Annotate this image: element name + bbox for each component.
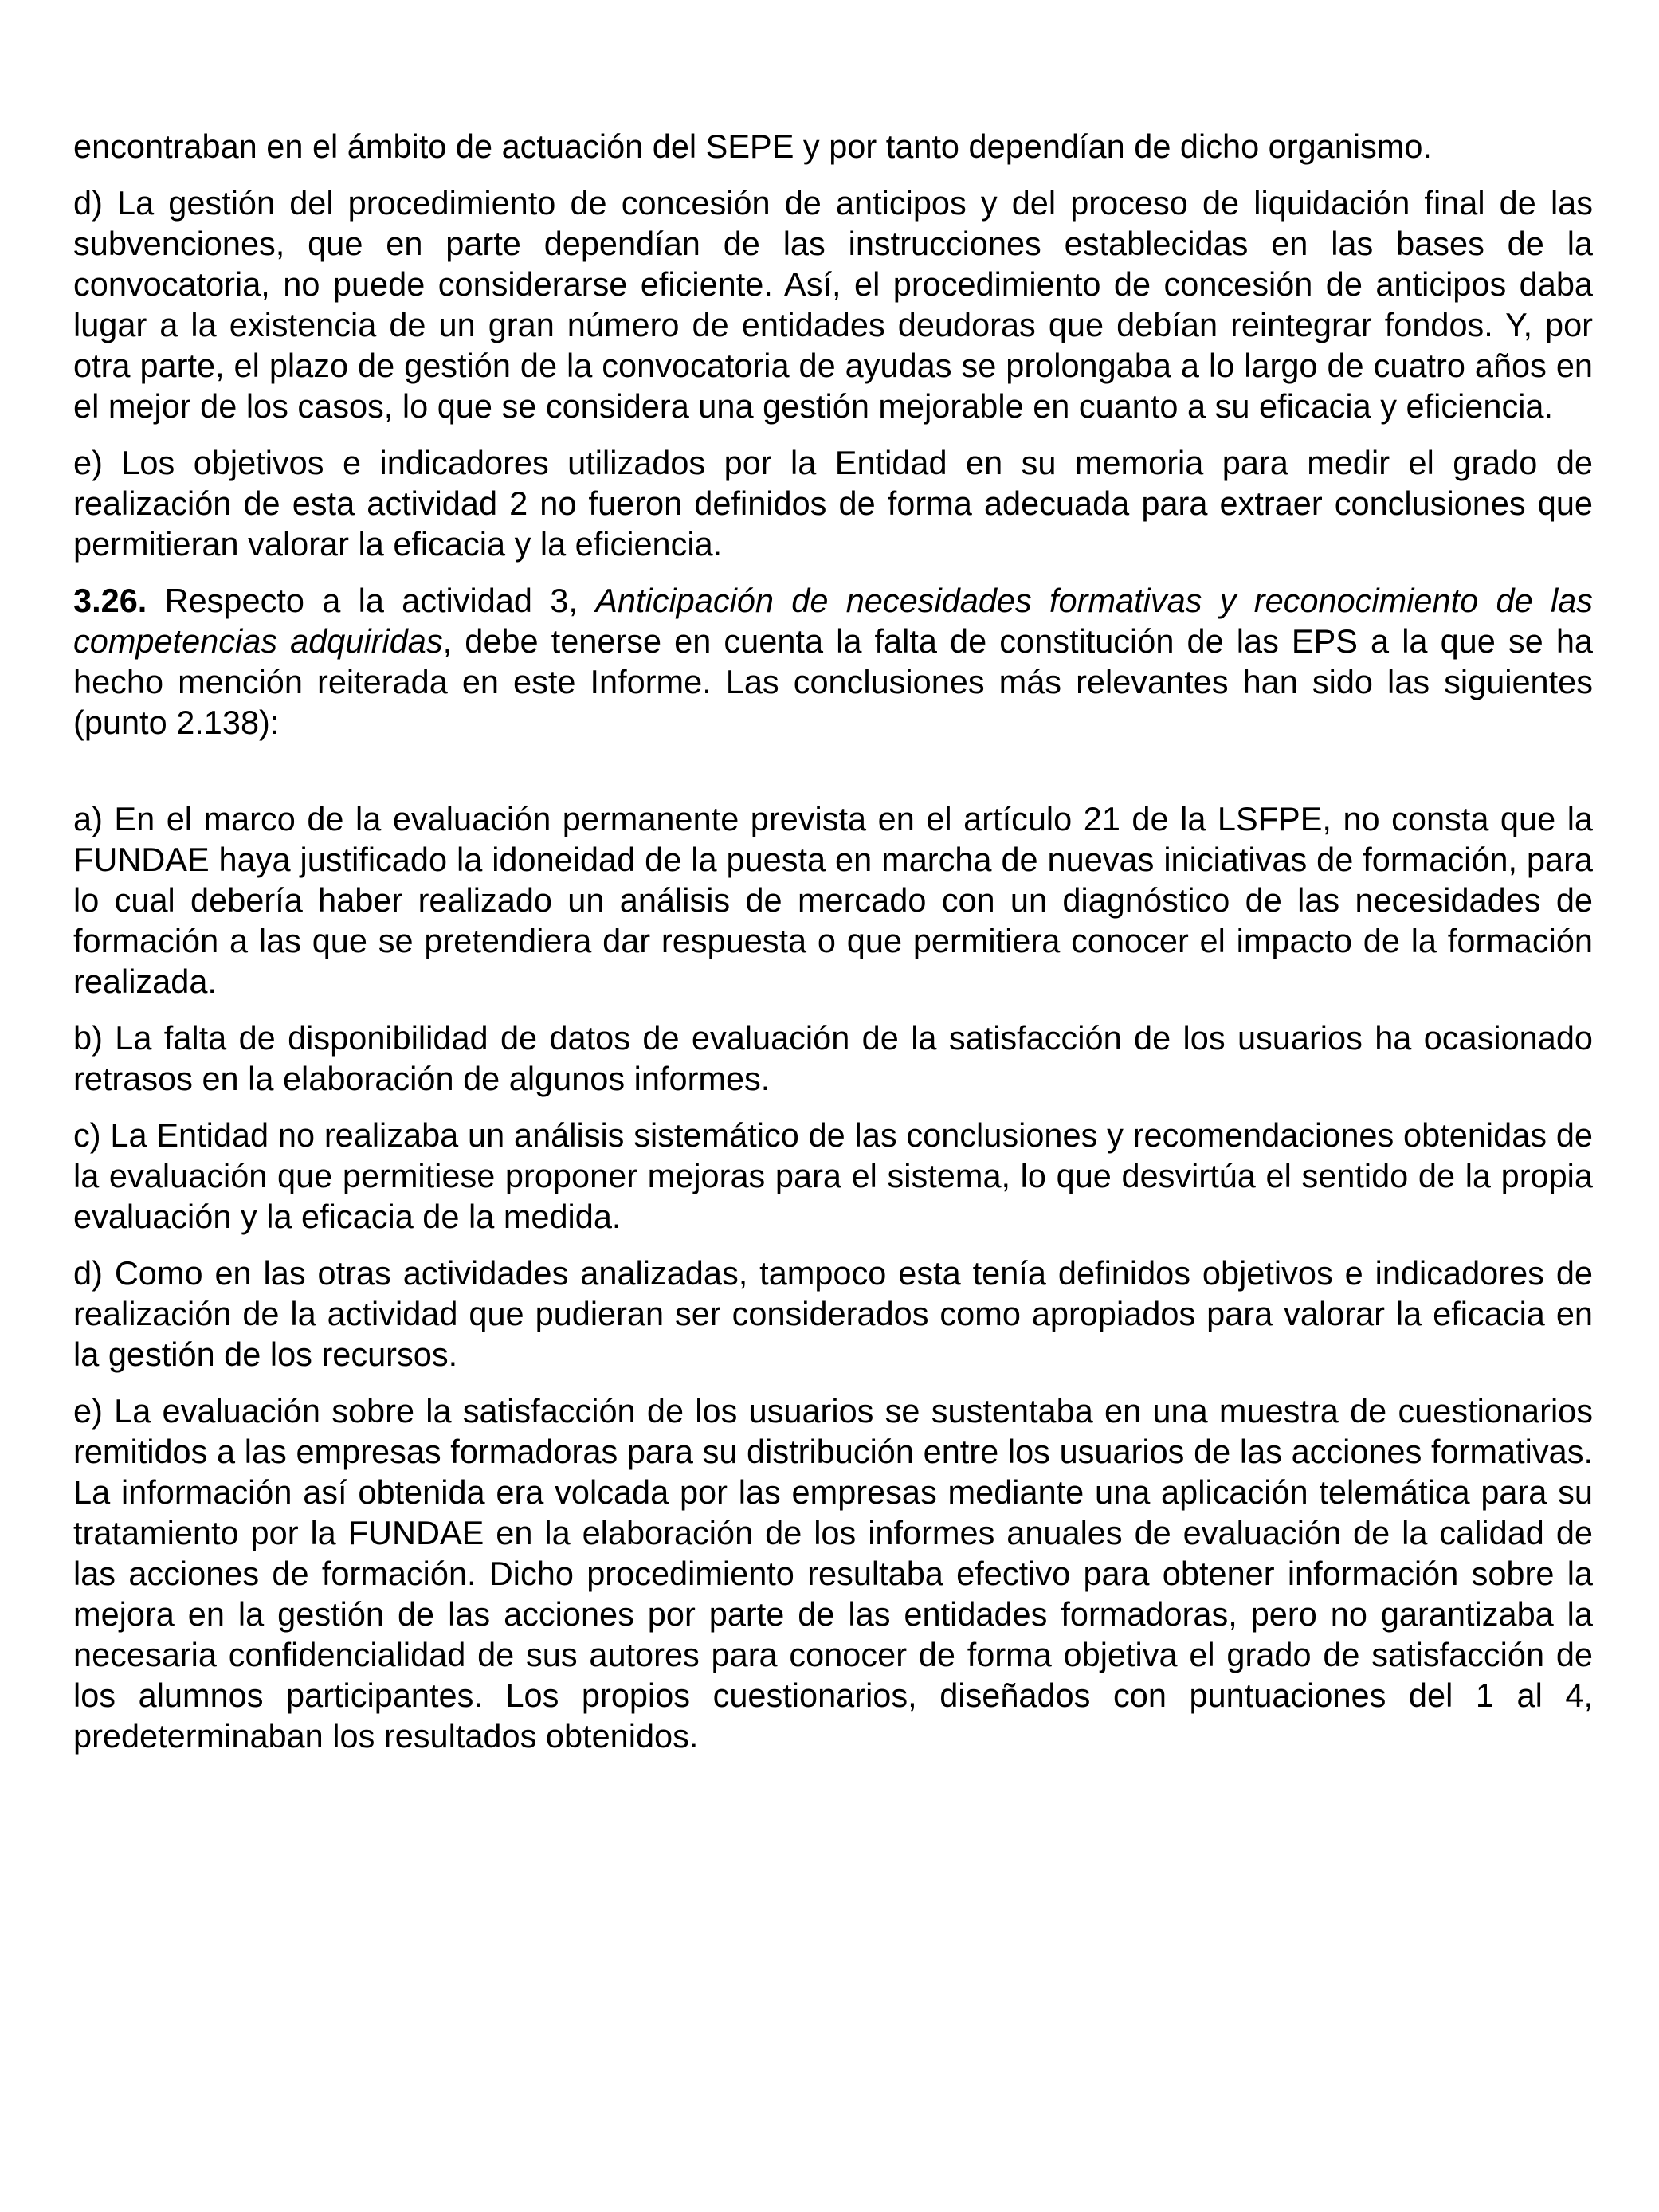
paragraph-conclusion-a: a) En el marco de la evaluación permanente prevista en el artículo 21 de la LSFPE, no consta que la FUNDAE haya justificado la idoneidad de la puesta en marcha de nuevas iniciativas de formación, para lo cual debería haber realizado un análisis de mercado con un diagnóstico de las necesidades de formación a las que se pretendiera dar respuesta o que permitiera conocer el impacto de la formación realizada. (73, 800, 1593, 1000)
paragraph-conclusion-b: b) La falta de disponibilidad de datos de evaluación de la satisfacción de los usuarios ha ocasionado retrasos en la elaboración de algunos informes. (73, 1019, 1593, 1097)
section-lead-text: Respecto a la actividad 3, (147, 582, 596, 619)
section-rest-text: , debe tenerse en cuenta la falta de constitución de las EPS a la que se ha hecho mención reiterada en este Informe. Las conclusiones más relevantes han sido las siguientes (punto 2.138): (73, 622, 1593, 741)
paragraph-conclusion-e: e) La evaluación sobre la satisfacción de los usuarios se sustentaba en una muestra de cuestionarios remitidos a las empresas formadoras para su distribución entre los usuarios de las acciones formativas. La información así obtenida era volcada por las empresas mediante una aplicación telemática para su tratamiento por la FUNDAE en la elaboración de los informes anuales de evaluación de la calidad de las acciones de formación. Dicho procedimiento resultaba efectivo para obtener información sobre la mejora en la gestión de las acciones por parte de las entidades formadoras, pero no garantizaba la necesaria confidencialidad de sus autores para conocer de forma objetiva el grado de satisfacción de los alumnos participantes. Los propios cuestionarios, diseñados con puntuaciones del 1 al 4, predeterminaban los resultados obtenidos. (73, 1392, 1593, 1755)
section-number: 3.26. (73, 582, 147, 619)
paragraph-continuation: encontraban en el ámbito de actuación del SEPE y por tanto dependían de dicho organismo. (73, 127, 1432, 165)
activity-title: Anticipación de necesidades formativas y reconocimiento de las competencias adquiridas (73, 582, 1593, 660)
section-3-26-paragraph (73, 580, 1593, 743)
paragraph-item-d: d) La gestión del procedimiento de concesión de anticipos y del proceso de liquidación final de las subvenciones, que en parte dependían de las instrucciones establecidas en las bases de la convocatoria, no puede considerarse eficiente. Así, el procedimiento de concesión de anticipos daba lugar a la existencia de un gran número de entidades deudoras que debían reintegrar fondos. Y, por otra parte, el plazo de gestión de la convocatoria de ayudas se prolongaba a lo largo de cuatro años en el mejor de los casos, lo que se considera una gestión mejorable en cuanto a su eficacia y eficiencia. (73, 184, 1593, 425)
paragraph-item-e: e) Los objetivos e indicadores utilizados por la Entidad en su memoria para medir el grado de realización de esta actividad 2 no fueron definidos de forma adecuada para extraer conclusiones que permitieran valorar la eficacia y la eficiencia. (73, 444, 1593, 563)
document-page (73, 126, 1593, 1772)
paragraph-conclusion-c: c) La Entidad no realizaba un análisis sistemático de las conclusiones y recomendaciones obtenidas de la evaluación que permitiese proponer mejoras para el sistema, lo que desvirtúa el sentido de la propia evaluación y la eficacia de la medida. (73, 1116, 1593, 1235)
paragraph-conclusion-d: d) Como en las otras actividades analizadas, tampoco esta tenía definidos objetivos e indicadores de realización de la actividad que pudieran ser considerados como apropiados para valorar la eficacia en la gestión de los recursos. (73, 1254, 1593, 1373)
